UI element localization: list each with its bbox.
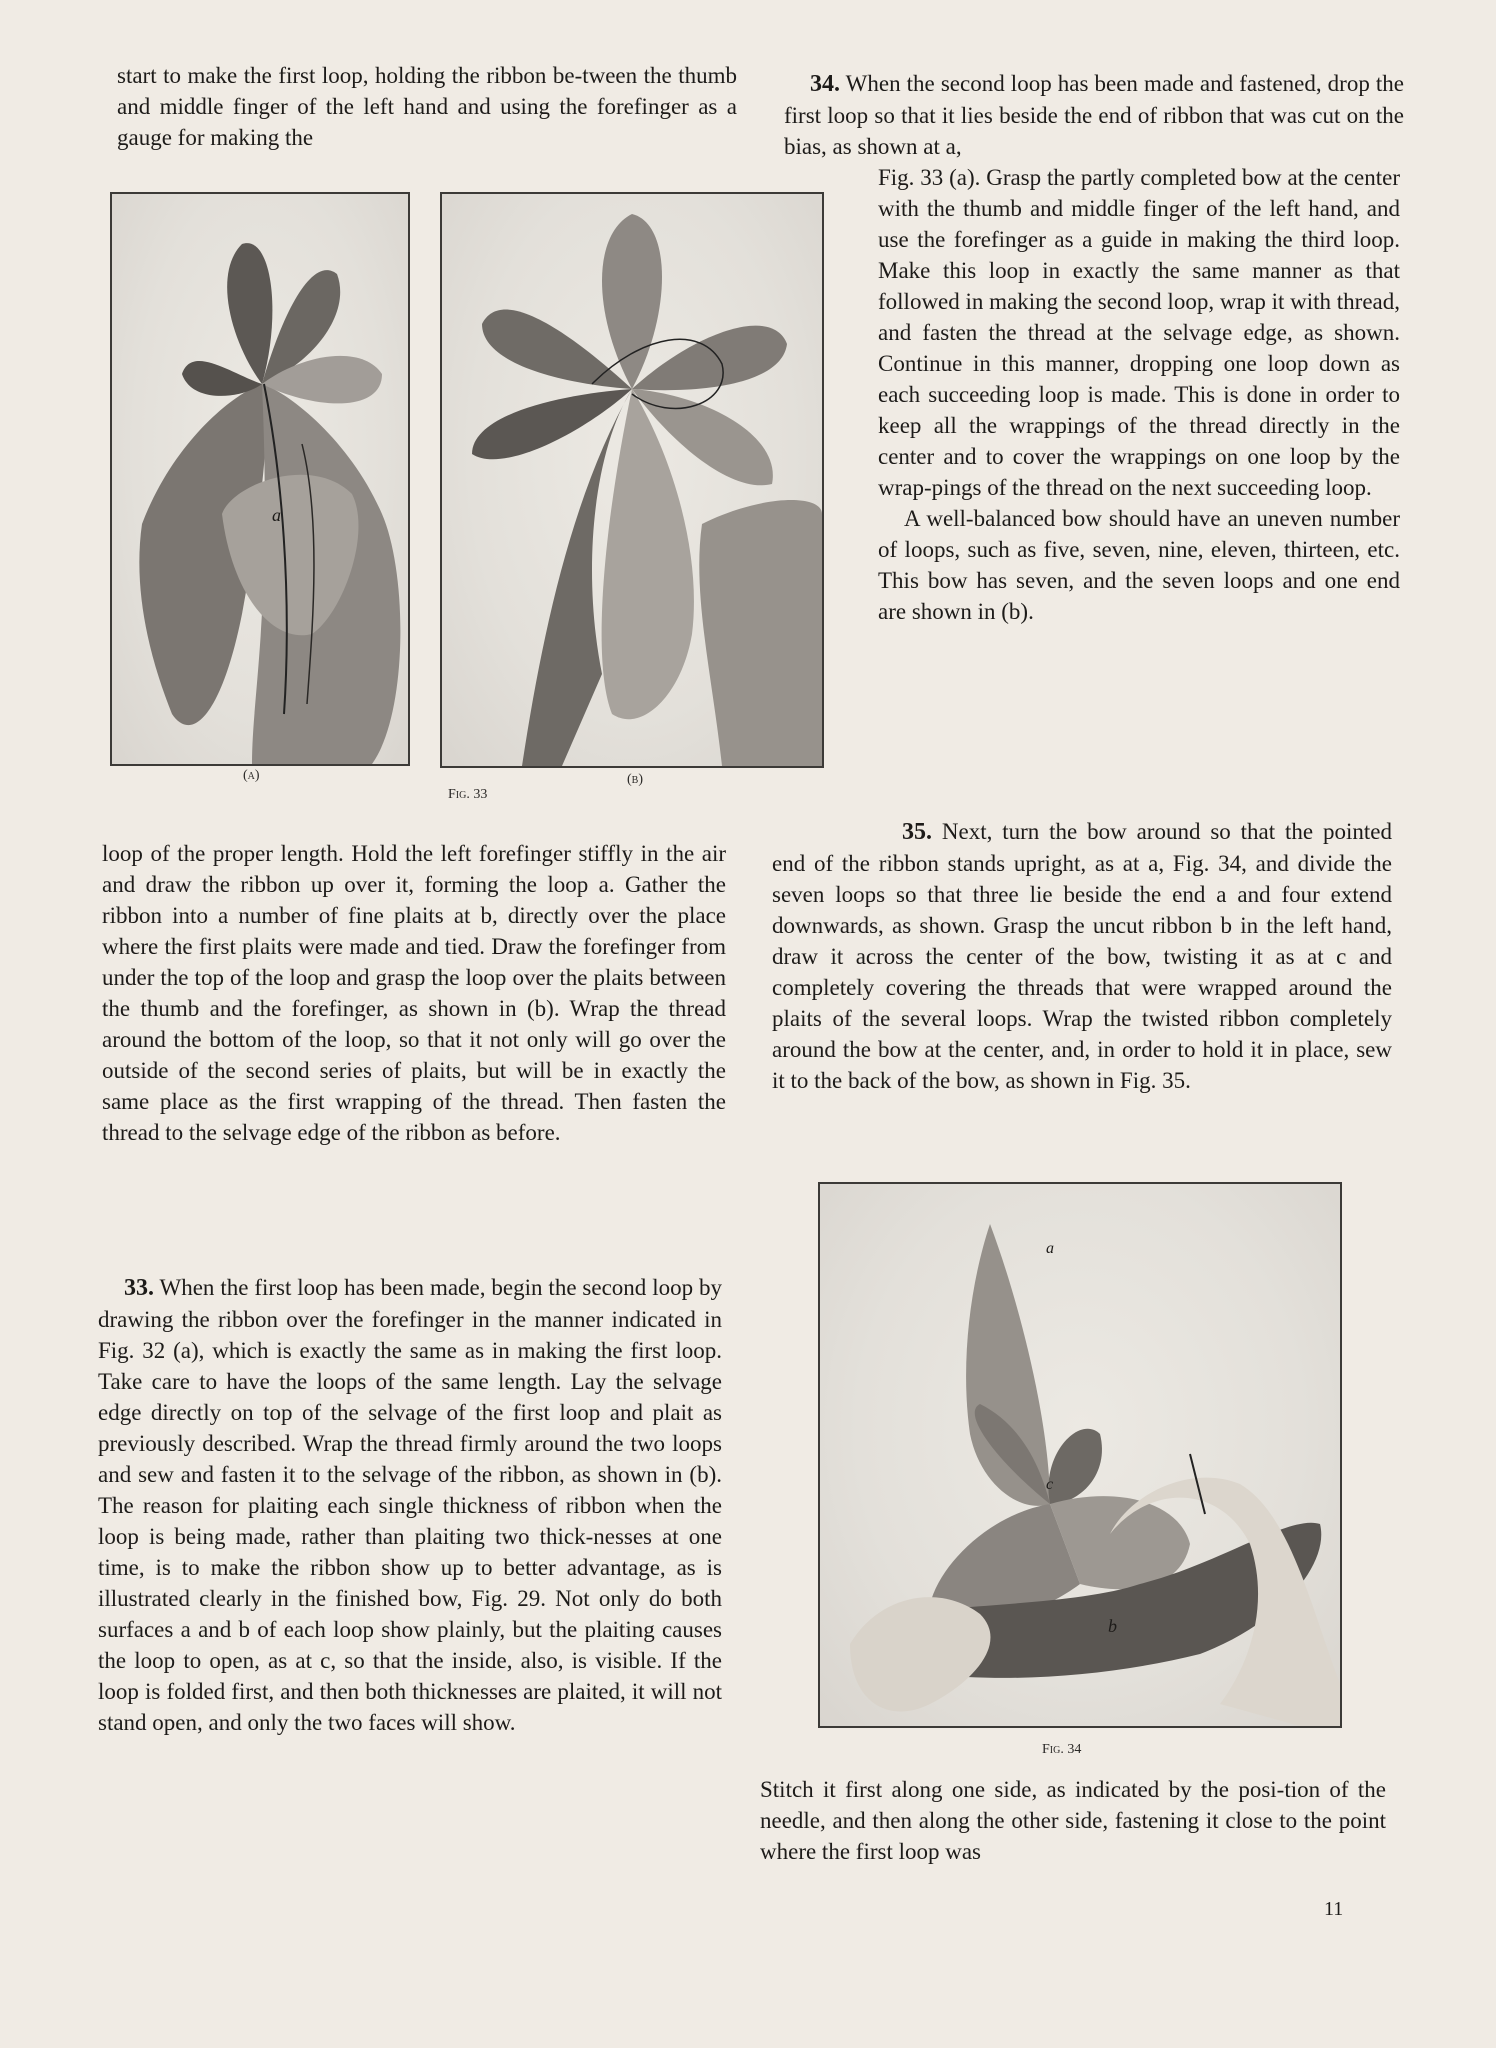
fig33a-photo [110,192,410,766]
fig33b-label: (b) [627,772,643,787]
fig34-caption: Fig. 34 [1042,1742,1082,1757]
ribbon-bow-illustration-b [442,194,822,766]
left-mid-paragraph: loop of the proper length. Hold the left forefinger stiffly in the air and draw the ribbon up over it, forming the loop a. Gather the ribbon into a number of fine plaits at b, directly over the place where the first plaits were made and tied. Draw the forefinger from under the top of the loop and grasp the loop over the plaits between the thumb and the forefinger, as shown in (b). Wrap the thread around the bottom of the loop, so that it not only will go over the outside of the second series of plaits, but will be in exactly the same place as the first wrapping of the thread. Then fasten the thread to the selvage edge of the ribbon as before. [102,841,726,1145]
right-bottom-paragraph: Stitch it first along one side, as indicated by the posi-tion of the needle, and then along the other side, fastening it close to the point where the first loop was [760,1777,1386,1864]
section-33-text: When the first loop has been made, begin the second loop by drawing the ribbon over the forefinger in the manner indicated in Fig. 32 (a), which is exactly the same as in making the first loop. Take care to have the loops of the same length. Lay the selvage edge directly on top of the selvage of the first loop and plait as previously described. Wrap the thread firmly around the two loops and sew and fasten it to the selvage of the ribbon, as shown in (b). The reason for plaiting each single thickness of ribbon when the loop is being made, rather than plaiting two thick-nesses at one time, is to make the ribbon show up to better advantage, as is illustrated clearly in the finished bow, Fig. 29. Not only do both surfaces a and b of each loop show plainly, but the plaiting causes the loop to open, as at c, so that the inside, also, is visible. If the loop is folded first, and then both thicknesses are plaited, it will not stand open, and only the two faces will show. [98,1275,722,1735]
section-35-number: 35. [902,819,932,845]
page-number: 11 [1324,1898,1344,1920]
section-34-text-narrow: Fig. 33 (a). Grasp the partly completed bow at the center with the thumb and middle finger of the left hand, and use the forefinger as a guide in making the third loop. Make this loop in exactly the same manner as that followed in making the second loop, wrap it with thread, and fasten the thread at the selvage edge, as shown. Continue in this manner, dropping one loop down as each succeeding loop is made. This is done in order to keep all the wrappings of the thread directly in the center and to cover the wrappings on one loop by the wrap-pings of the thread on the next succeeding loop. [878,165,1400,500]
fig33b-photo [440,192,824,768]
section-34-para2: A well-balanced bow should have an uneven number of loops, such as five, seven, nine, eleven, thirteen, etc. This bow has seven, and the seven loops and one end are shown in (b). [878,506,1400,624]
ribbon-bow-illustration-a [112,194,408,764]
fig33a-marker-a: a [272,505,281,525]
fig34-marker-b: b [1108,1616,1117,1636]
section-34-number: 34. [810,71,840,97]
fig34-marker-c: c [1046,1476,1054,1493]
section-35-text: Next, turn the bow around so that the pointed end of the ribbon stands upright, as at a, Fig. 34, and divide the seven loops so that three lie beside the end a and four extend downwards, as shown. Grasp the uncut ribbon b in the left hand, draw it across the center of the bow, twisting it as at c and completely covering the threads that were wrapped around the plaits of the several loops. Wrap the twisted ribbon completely around the bow at the center, and, in order to hold it in place, sew it to the back of the bow, as shown in Fig. 35. [772,819,1392,1093]
fig33a-label: (a) [243,768,260,783]
section-35 [772,816,1392,1096]
section-34-narrow [878,162,1400,627]
fig34-photo [818,1182,1342,1728]
section-34-text-wide: When the second loop has been made and fastened, drop the first loop so that it lies beside the end of ribbon that was cut on the bias, as shown at a, [784,71,1404,159]
section-33-number: 33. [124,1275,154,1301]
ribbon-bow-illustration-34 [820,1184,1340,1726]
fig34-marker-a: a [1046,1240,1054,1257]
fig33-caption: Fig. 33 [448,787,488,802]
left-top-paragraph: start to make the first loop, holding the ribbon be-tween the thumb and middle finger of the left hand and using the forefinger as a gauge for making the [117,63,737,150]
section-34-wide [784,68,1404,162]
section-33 [98,1272,722,1738]
